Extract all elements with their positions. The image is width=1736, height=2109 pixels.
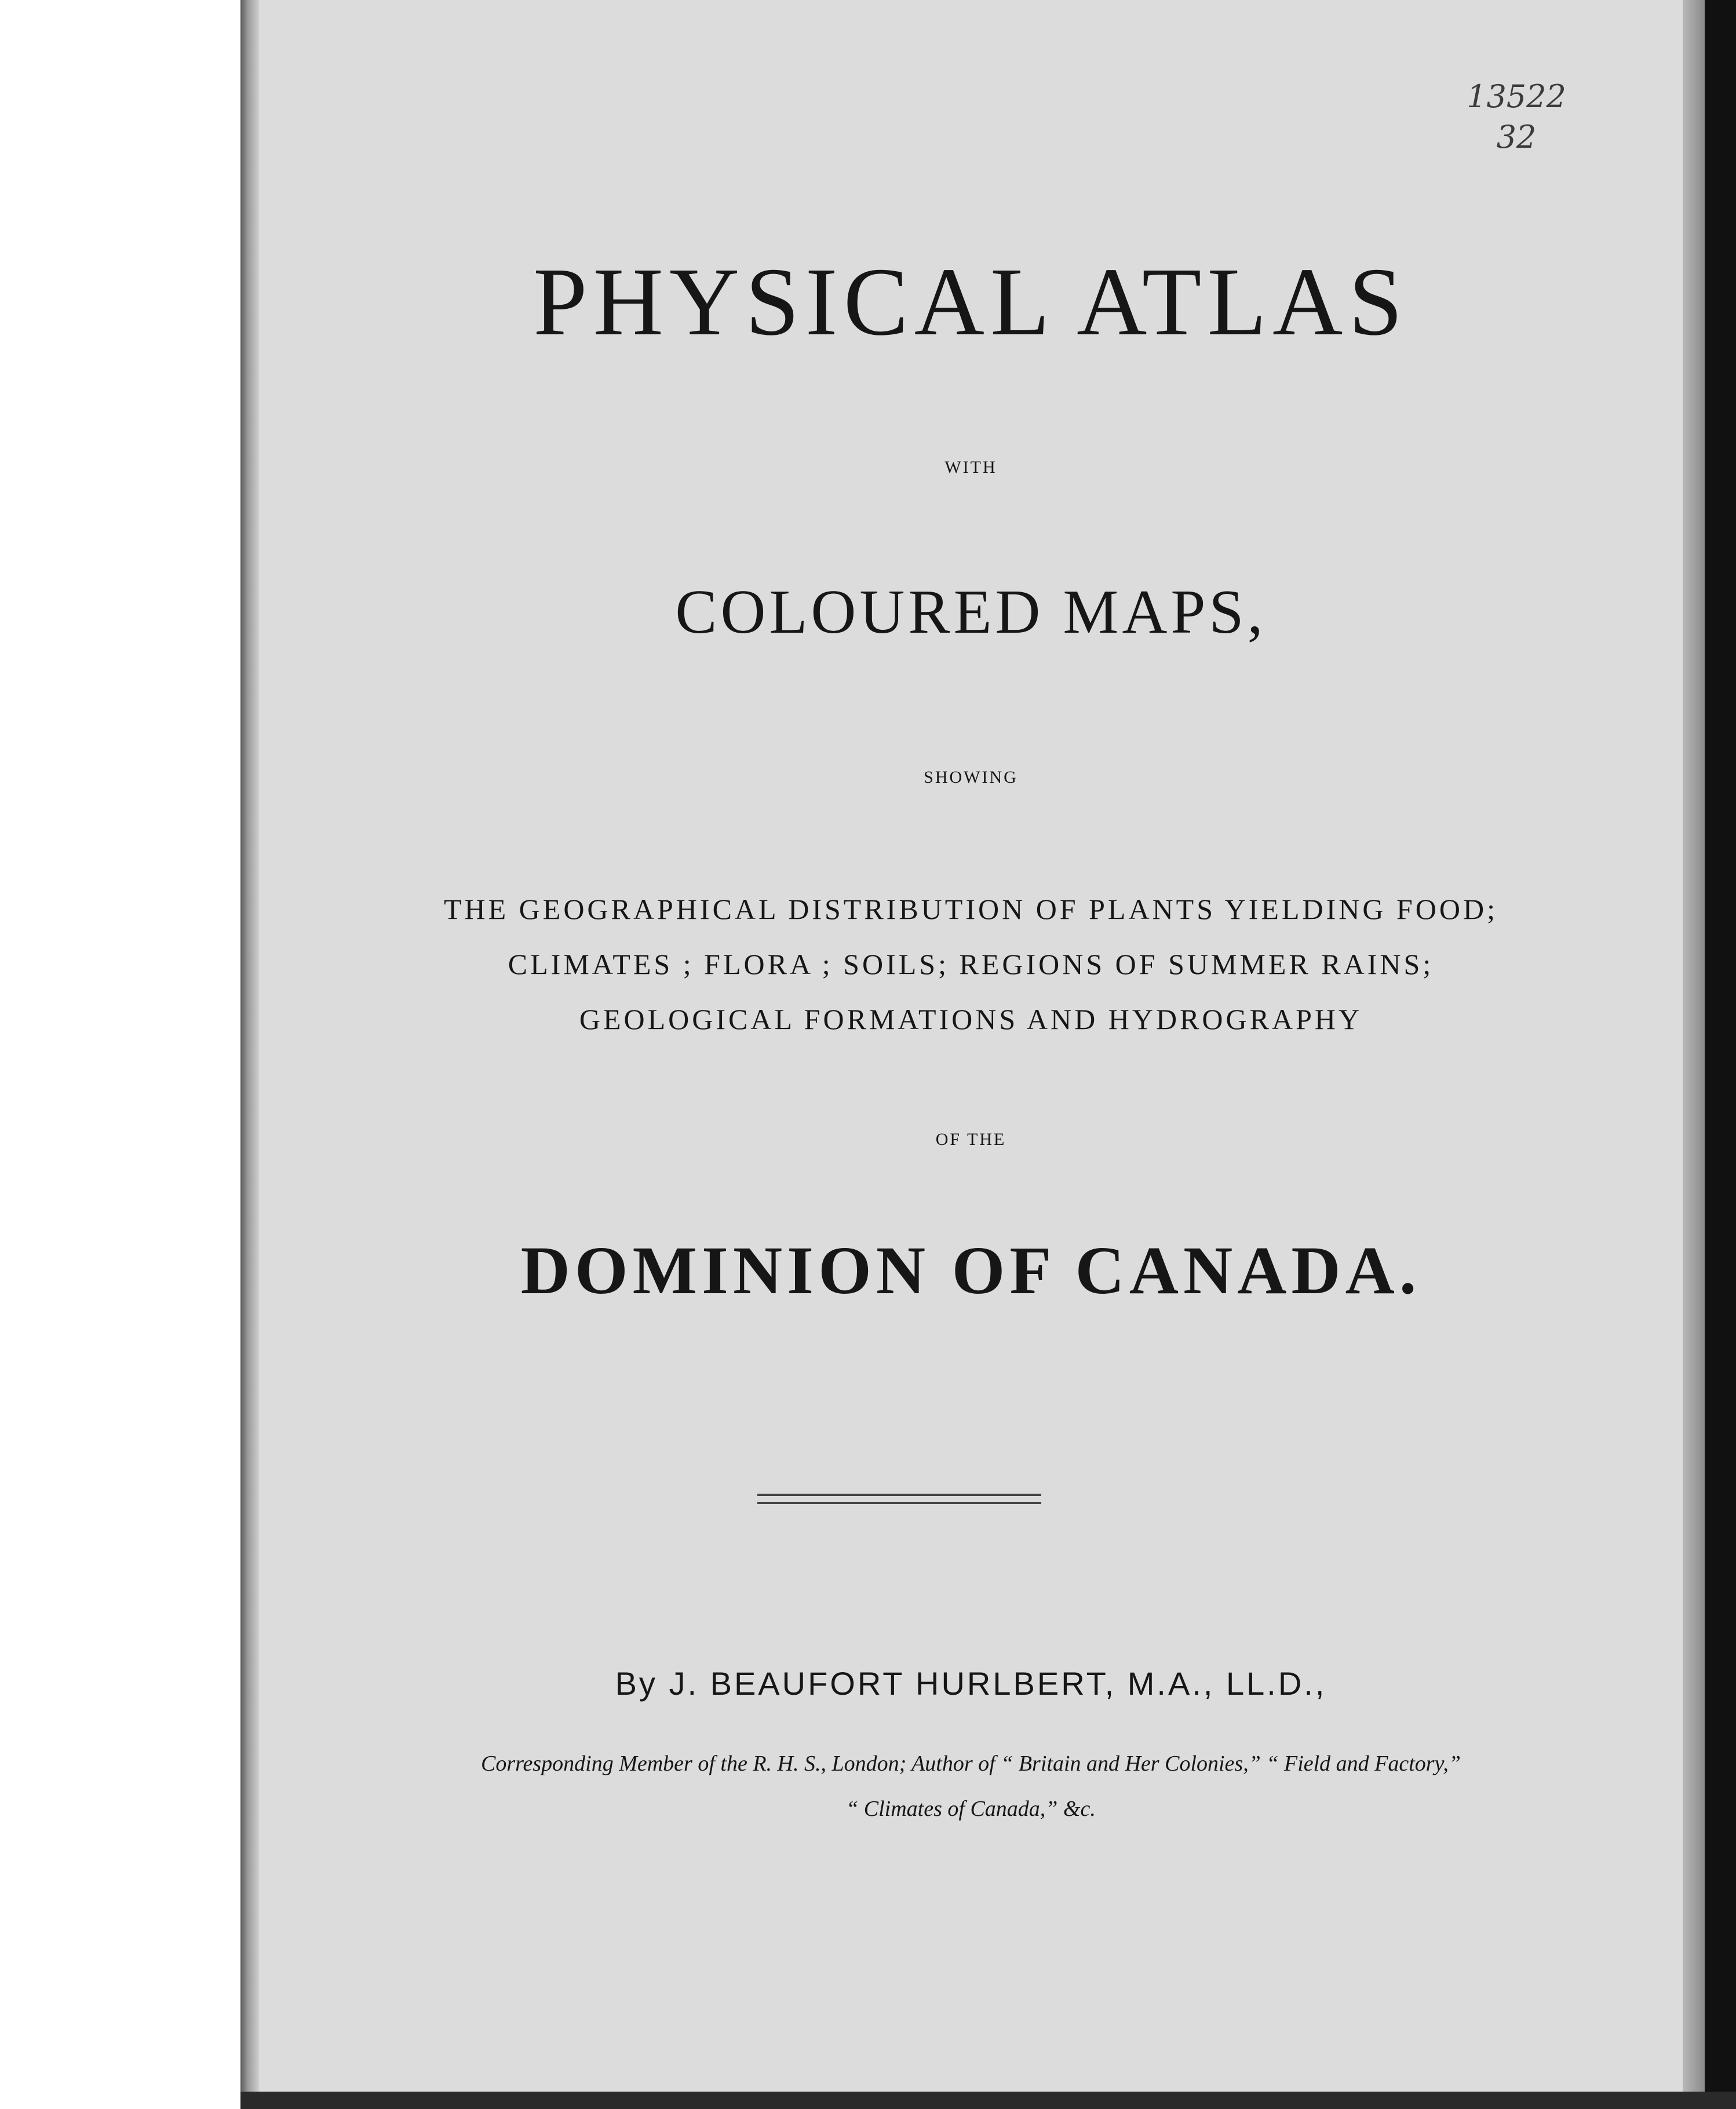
description-line: THE GEOGRAPHICAL DISTRIBUTION OF PLANTS YIELDING FOOD; — [443, 893, 1498, 925]
divider-rule — [757, 1502, 1041, 1504]
book-gutter — [240, 0, 259, 2109]
page-edge — [1683, 0, 1705, 2092]
connector-showing: SHOWING — [924, 768, 1018, 787]
connector-of-the: OF THE — [935, 1130, 1006, 1149]
author-credentials: Corresponding Member of the R. H. S., London; Author of “ Britain and Her Colonies,” “ Field and Factory,” — [481, 1752, 1461, 1776]
author-line: By J. BEAUFORT HURLBERT, M.A., LL.D., — [615, 1665, 1327, 1702]
title-page — [259, 0, 1683, 2092]
handwritten-volume-number: 32 — [1496, 119, 1537, 155]
divider-rule — [757, 1494, 1041, 1496]
handwritten-catalogue-number: 13522 — [1467, 78, 1566, 115]
scan-background — [1705, 0, 1736, 2109]
author-credentials: “ Climates of Canada,” &c. — [846, 1797, 1096, 1821]
connector-with: WITH — [944, 458, 997, 477]
country-heading: DOMINION OF CANADA. — [520, 1232, 1421, 1308]
subtitle: COLOURED MAPS, — [675, 578, 1267, 647]
description-line: CLIMATES ; FLORA ; SOILS; REGIONS OF SUMMER RAINS; — [508, 948, 1434, 980]
page-title: PHYSICAL ATLAS — [533, 248, 1409, 356]
scan-bottom-edge — [240, 2092, 1736, 2109]
blank-facing-page — [0, 0, 240, 2109]
description-line: GEOLOGICAL FORMATIONS AND HYDROGRAPHY — [579, 1003, 1363, 1035]
